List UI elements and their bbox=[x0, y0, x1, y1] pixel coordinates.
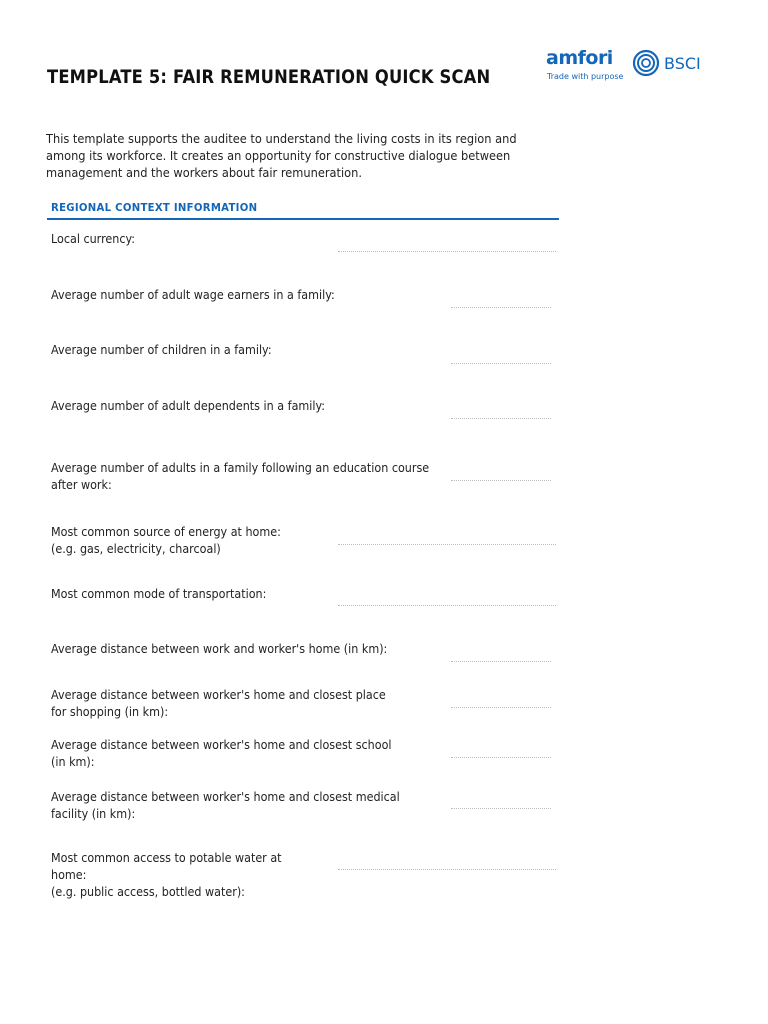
page-title: TEMPLATE 5: FAIR REMUNERATION QUICK SCAN bbox=[47, 66, 491, 88]
field-label-transportation: Most common mode of transportation: bbox=[51, 587, 267, 601]
section-heading: REGIONAL CONTEXT INFORMATION bbox=[51, 201, 258, 214]
field-input-local-currency[interactable] bbox=[338, 251, 556, 252]
field-input-education-course[interactable] bbox=[451, 480, 551, 481]
field-label-adult-dependents: Average number of adult dependents in a family: bbox=[51, 399, 326, 413]
field-label-distance-work-home: Average distance between work and worker's home (in km): bbox=[51, 642, 388, 656]
logo-wordmark: amfori bbox=[546, 47, 613, 69]
field-input-distance-medical[interactable] bbox=[451, 808, 551, 809]
field-label-adult-wage-earners: Average number of adult wage earners in a family: bbox=[51, 288, 335, 302]
field-input-children[interactable] bbox=[451, 363, 551, 364]
field-label-education-course: Average number of adults in a family following an education course after work: bbox=[51, 461, 430, 492]
field-input-distance-shopping[interactable] bbox=[451, 707, 551, 708]
field-input-potable-water[interactable] bbox=[338, 869, 556, 870]
logo-bsci-text: BSCI bbox=[664, 54, 701, 73]
field-label-local-currency: Local currency: bbox=[51, 232, 136, 246]
field-input-distance-work-home[interactable] bbox=[451, 661, 551, 662]
logo-tagline: Trade with purpose bbox=[547, 72, 624, 81]
field-label-children: Average number of children in a family: bbox=[51, 343, 272, 357]
field-label-distance-shopping: Average distance between worker's home and closest place for shopping (in km): bbox=[51, 688, 386, 719]
field-label-energy-source: Most common source of energy at home: (e.g. gas, electricity, charcoal) bbox=[51, 525, 281, 556]
field-label-distance-medical: Average distance between worker's home and closest medical facility (in km): bbox=[51, 790, 400, 821]
field-input-energy-source[interactable] bbox=[338, 544, 556, 545]
field-input-distance-school[interactable] bbox=[451, 757, 551, 758]
amfori-bsci-logo bbox=[546, 49, 716, 85]
field-input-adult-wage-earners[interactable] bbox=[451, 307, 551, 308]
section-divider bbox=[47, 218, 559, 220]
field-label-distance-school: Average distance between worker's home and closest school (in km): bbox=[51, 738, 392, 769]
intro-paragraph: This template supports the auditee to understand the living costs in its region and among its workforce. It creates an opportunity for constructive dialogue between management and the workers about fair remuneration. bbox=[46, 132, 517, 180]
field-label-potable-water: Most common access to potable water at home: (e.g. public access, bottled water): bbox=[51, 851, 282, 899]
field-input-transportation[interactable] bbox=[338, 605, 556, 606]
amfori-swirl-icon bbox=[632, 49, 660, 77]
field-input-adult-dependents[interactable] bbox=[451, 418, 551, 419]
